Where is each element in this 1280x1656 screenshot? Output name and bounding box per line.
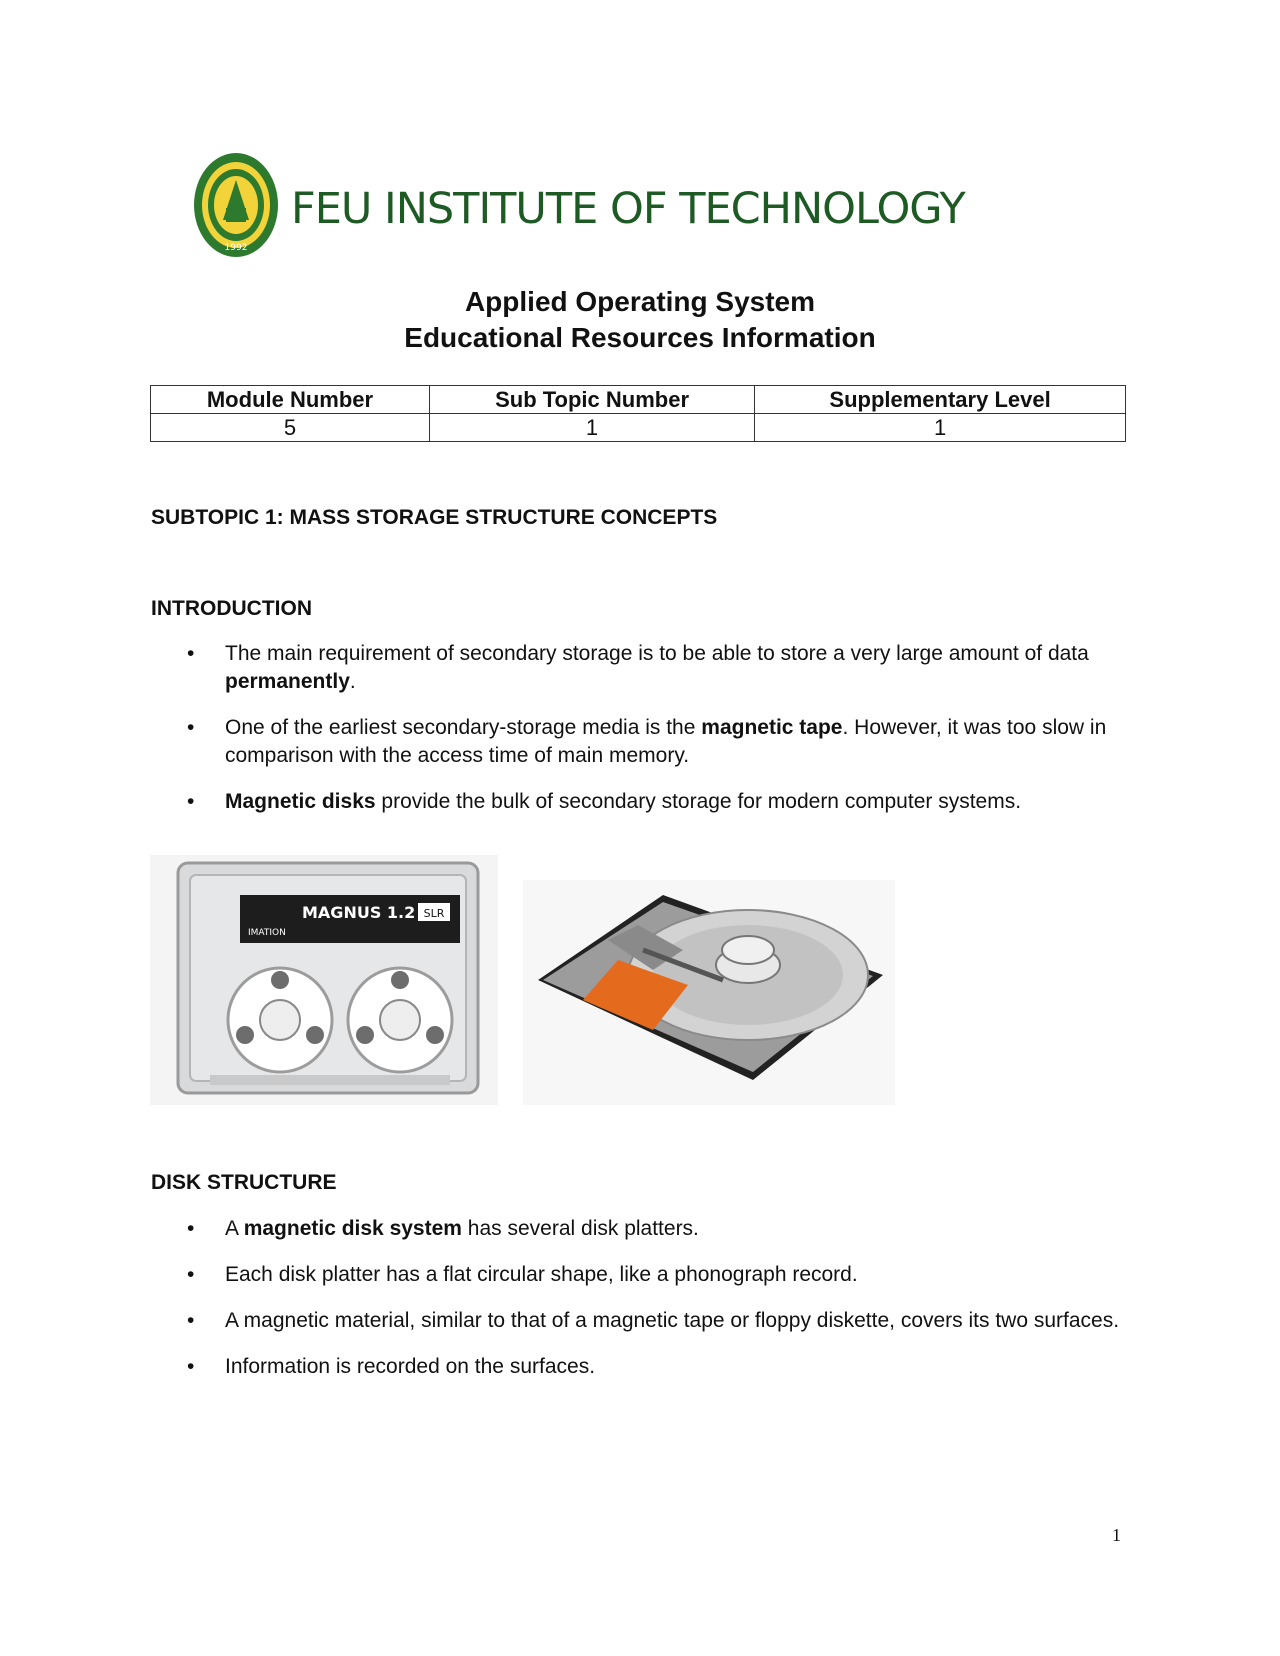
tape-model-label: MAGNUS 1.2 xyxy=(302,903,416,922)
org-name: FEU INSTITUTE OF TECHNOLOGY xyxy=(291,184,965,234)
sub-topic-number-value: 1 xyxy=(429,414,754,442)
disk-structure-heading: DISK STRUCTURE xyxy=(151,1171,337,1194)
tape-brand-label: IMATION xyxy=(248,928,286,938)
header-supplementary-level: Supplementary Level xyxy=(755,386,1126,414)
list-item: • The main requirement of secondary storage is to be able to store a very large amount of data permanently. xyxy=(187,642,1089,693)
doc-title: Applied Operating System xyxy=(464,286,816,317)
introduction-heading: INTRODUCTION xyxy=(151,597,312,620)
magnetic-tape-image xyxy=(150,855,498,1105)
doc-subtitle: Educational Resources Information xyxy=(404,322,876,353)
hard-disk-image xyxy=(523,880,895,1105)
module-info-table xyxy=(150,385,1126,442)
table-row xyxy=(151,414,1126,442)
page-number: 1 xyxy=(1112,1525,1121,1545)
tape-badge-label: SLR xyxy=(423,907,445,920)
seal-year: 1992 xyxy=(224,243,248,253)
list-item: • Information is recorded on the surfaces. xyxy=(187,1355,596,1378)
list-item: • A magnetic disk system has several disk platters. xyxy=(187,1217,699,1240)
list-item: • Magnetic disks provide the bulk of secondary storage for modern computer systems. xyxy=(187,790,1022,813)
list-item: • A magnetic material, similar to that of a magnetic tape or floppy diskette, covers its two surfaces. xyxy=(187,1309,1120,1332)
module-number-value: 5 xyxy=(151,414,430,442)
seal-icon xyxy=(193,150,283,260)
header-module-number: Module Number xyxy=(151,386,430,414)
list-item: • One of the earliest secondary-storage media is the magnetic tape. However, it was too slow in comparison with the access time of main memory. xyxy=(187,716,1107,767)
disk-structure-list xyxy=(151,1215,1131,1399)
introduction-list xyxy=(151,640,1131,834)
header-sub-topic-number: Sub Topic Number xyxy=(429,386,754,414)
list-item: • Each disk platter has a flat circular shape, like a phonograph record. xyxy=(187,1263,858,1286)
subtopic-heading: SUBTOPIC 1: MASS STORAGE STRUCTURE CONCEPTS xyxy=(151,506,718,529)
institution-logo xyxy=(193,150,1088,260)
table-header-row xyxy=(151,386,1126,414)
supplementary-level-value: 1 xyxy=(755,414,1126,442)
